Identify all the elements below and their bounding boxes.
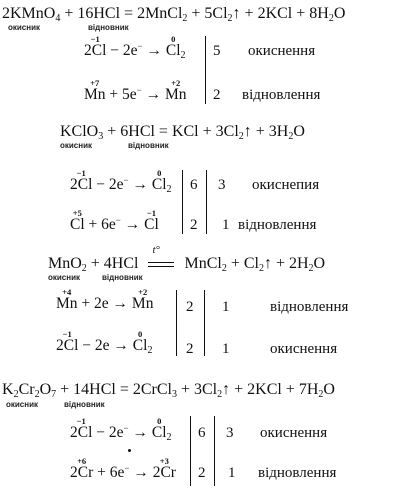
arrow: →: [129, 464, 153, 482]
eq2-term: KClO: [60, 123, 99, 140]
eq2-term: ↑ + 3H: [243, 123, 289, 140]
charge: −: [124, 463, 130, 473]
electron-count-4b: 2: [198, 465, 206, 481]
electrons: + 5e: [105, 86, 137, 104]
coef-2a: 3: [218, 177, 226, 193]
divider-2b: [206, 170, 207, 234]
oxidizer-label-1: окисник: [8, 23, 41, 32]
species: [70, 168, 93, 194]
electrons: − 2e: [92, 424, 124, 442]
eq4-sub: 2: [217, 389, 223, 400]
ox-number: +4: [62, 287, 72, 297]
eq1-term: ↑ + 2KCl + 8H: [232, 5, 329, 22]
process-label-1b: відновлення: [242, 87, 321, 103]
sub: 2: [147, 345, 153, 356]
sub: 2: [180, 50, 186, 62]
eq3-term: ↑ + 2H: [263, 255, 309, 272]
species: [70, 416, 93, 442]
species: [144, 208, 159, 234]
arrow: →: [120, 216, 145, 234]
species: [70, 208, 85, 234]
half-reaction-1b: [84, 78, 187, 104]
species-text: Cl: [132, 337, 148, 354]
species: [151, 168, 167, 194]
process-label-3a: відновлення: [270, 299, 349, 315]
species: [131, 287, 154, 312]
charge: −: [123, 423, 129, 433]
eq1-term: 2KMnO: [2, 5, 56, 22]
eq4-term: K: [2, 381, 14, 398]
ox-number: +7: [90, 78, 100, 89]
ox-number: −1: [62, 329, 72, 339]
species: [151, 416, 167, 442]
ox-number: +3: [159, 456, 169, 467]
half-reaction-3b: [56, 329, 153, 356]
eq2-sub: 2: [288, 131, 294, 142]
ox-number: 0: [171, 34, 176, 45]
oxidizer-label-3: окисник: [48, 273, 81, 282]
equation-4: [2, 382, 335, 398]
species-text: Mn: [84, 86, 106, 104]
half-reaction-4a: [70, 416, 172, 444]
coef-1b: 2: [213, 87, 221, 103]
eq3-term: O: [313, 255, 326, 272]
oxidizer-label-2: окисник: [60, 141, 93, 150]
eq4-sub: 2: [34, 389, 40, 400]
reducer-label-1: відновник: [88, 23, 129, 32]
species-text: 2Cl: [84, 42, 107, 60]
eq4-term: + 14HCl = 2CrCl: [60, 381, 172, 398]
ox-number: 0: [157, 416, 162, 427]
eq4-sub: 2: [318, 389, 324, 400]
coef-3a: 1: [222, 299, 230, 315]
species-text: Mn: [56, 295, 78, 312]
reducer-label-3: відновник: [102, 273, 143, 282]
eq4-term: O: [39, 381, 52, 398]
electrons: − 2e: [106, 42, 138, 60]
temperature-mark: t°: [152, 244, 160, 256]
reducer-label-4: відновник: [64, 400, 105, 409]
eq2-term: + 6HCl = KCl + 3Cl: [107, 123, 239, 140]
charge: −: [136, 85, 142, 95]
species-text: 2Cr: [152, 464, 176, 482]
species: [152, 456, 176, 482]
species: [84, 34, 107, 60]
electron-count-3b: 2: [186, 341, 194, 357]
oxidizer-label-4: окисник: [6, 400, 39, 409]
reducer-label-2: відновник: [128, 141, 169, 150]
equation-1: [2, 6, 345, 22]
eq1-sub: 4: [55, 13, 61, 24]
eq1-term: O: [333, 5, 346, 22]
arrow: →: [141, 86, 165, 104]
process-label-1a: окиснення: [248, 43, 316, 59]
eq1-sub: 2: [182, 13, 188, 24]
electrons: + 6e: [84, 216, 116, 234]
ox-number: −1: [76, 168, 86, 179]
divider-4b: [214, 416, 215, 486]
eq4-term: Cr: [18, 381, 35, 398]
eq3-sub: 2: [81, 263, 87, 274]
electron-count-2b: 2: [190, 217, 198, 233]
eq3-term: MnCl: [184, 255, 222, 272]
eq2-sub: 2: [238, 131, 244, 142]
process-label-3b: окиснення: [270, 341, 338, 357]
species: [70, 456, 94, 482]
eq3-sub: 2: [221, 263, 227, 274]
process-label-4a: окиснення: [260, 425, 328, 441]
eq4-sub: 7: [51, 389, 57, 400]
electrons: + 6e: [93, 464, 125, 482]
eq1-term: + 5Cl: [191, 5, 228, 22]
ox-number: +5: [72, 208, 82, 219]
ox-number: −1: [146, 208, 156, 219]
electron-count-3a: 2: [186, 299, 194, 315]
eq4-term: O: [323, 381, 335, 398]
coef-4b: 1: [228, 465, 236, 481]
arrow: →: [109, 337, 133, 354]
equation-3: [48, 244, 326, 274]
species-text: Cl: [151, 176, 167, 194]
ox-number: 0: [157, 168, 162, 179]
charge: −: [115, 215, 121, 225]
half-reaction-4b: [70, 456, 176, 482]
sub: 2: [166, 184, 172, 196]
eq3-sub: 2: [308, 263, 314, 274]
sub: 2: [166, 432, 172, 444]
process-label-2a: окиснепия: [252, 177, 320, 193]
species-text: Cl: [70, 216, 85, 234]
half-reaction-1a: [84, 34, 186, 62]
process-label-4b: відновлення: [258, 465, 337, 481]
eq4-term: + 3Cl: [180, 381, 218, 398]
eq1-term: + 16HCl = 2MnCl: [64, 5, 183, 22]
electrons: − 2e: [78, 337, 110, 354]
species: [84, 78, 106, 104]
ox-number: +6: [77, 456, 87, 467]
ox-number: +2: [171, 78, 181, 89]
ox-number: −1: [76, 416, 86, 427]
electron-count-4a: 6: [198, 425, 206, 441]
coef-1a: 5: [213, 43, 221, 59]
divider-1: [205, 36, 206, 104]
equation-2: [60, 124, 305, 140]
eq4-sub: 2: [13, 389, 19, 400]
species: [165, 78, 187, 104]
eq4-term: ↑ + 2KCl + 7H: [222, 381, 319, 398]
eq3-sub: 2: [258, 263, 264, 274]
divider-4a: [190, 416, 191, 486]
heating-equals-sign: [148, 244, 174, 272]
species-text: Cl: [151, 424, 167, 442]
eq1-sub: 2: [328, 13, 334, 24]
half-reaction-2a: [70, 168, 172, 196]
charge: −: [137, 41, 143, 51]
species: [132, 329, 148, 354]
charge: −: [123, 175, 129, 185]
eq1-sub: 2: [227, 13, 233, 24]
process-label-2b: відновлення: [238, 217, 317, 233]
arrow: →: [142, 42, 166, 60]
electrons: + 2e: [77, 295, 109, 312]
species-text: 2Cl: [56, 337, 79, 354]
arrow: →: [108, 295, 132, 312]
species-text: 2Cr: [70, 464, 94, 482]
half-reaction-2b: [70, 208, 159, 234]
species-text: Cl: [144, 216, 159, 234]
divider-3b: [204, 290, 205, 356]
dot-mark: [128, 449, 131, 452]
species-text: Mn: [165, 86, 187, 104]
electrons: − 2e: [92, 176, 124, 194]
half-reaction-3a: [56, 287, 154, 312]
eq3-term: + Cl: [230, 255, 259, 272]
divider-3a: [176, 290, 177, 356]
ox-number: −1: [90, 34, 100, 45]
species-text: Mn: [131, 295, 154, 312]
coef-4a: 3: [226, 425, 234, 441]
species: [56, 329, 79, 354]
eq3-term: MnO: [48, 255, 82, 272]
eq2-term: O: [293, 123, 305, 140]
ox-number: +2: [138, 287, 148, 297]
coef-3b: 1: [222, 341, 230, 357]
arrow: →: [128, 176, 152, 194]
eq3-term: + 4HCl: [90, 255, 139, 272]
ox-number: 0: [137, 329, 143, 339]
eq4-sub: 3: [171, 389, 177, 400]
coef-2b: 1: [222, 217, 230, 233]
species-text: 2Cl: [70, 424, 93, 442]
divider-2a: [182, 170, 183, 234]
arrow: →: [128, 424, 152, 442]
species-text: Cl: [165, 42, 181, 60]
species: [165, 34, 181, 60]
species-text: 2Cl: [70, 176, 93, 194]
electron-count-2a: 6: [190, 177, 198, 193]
eq2-sub: 3: [98, 131, 104, 142]
species: [56, 287, 78, 312]
